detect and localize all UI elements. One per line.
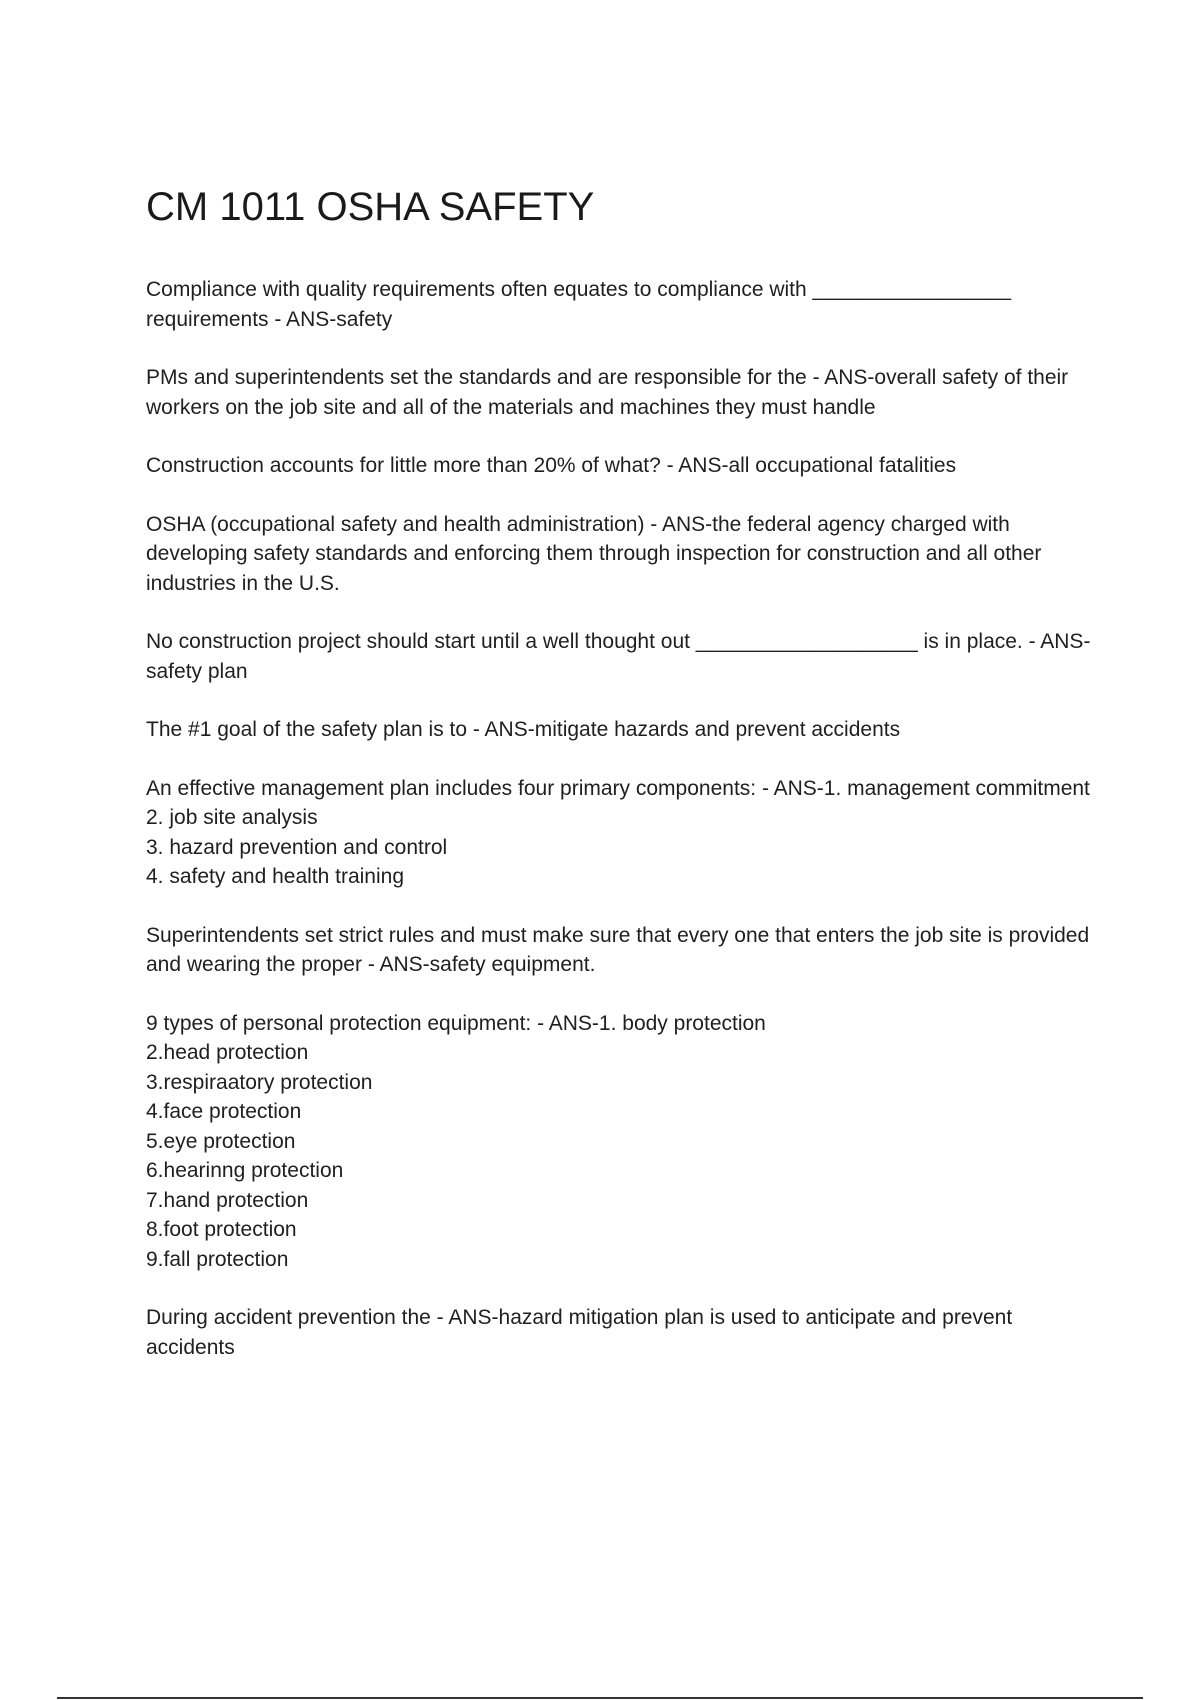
document-page bbox=[146, 183, 1106, 1391]
qa-item-2: PMs and superintendents set the standards and are responsible for the - ANS-overall safety of their workers on the job site and all of the materials and machines they must handle bbox=[146, 366, 1069, 419]
qa-item-6: The #1 goal of the safety plan is to - ANS-mitigate hazards and prevent accidents bbox=[146, 718, 901, 741]
qa-item-7: An effective management plan includes four primary components: - ANS-1. management commitment 2. job site analysis 3. hazard prevention and control 4. safety and health training bbox=[146, 776, 1090, 888]
qa-item-10: During accident prevention the - ANS-hazard mitigation plan is used to anticipate and prevent accidents bbox=[146, 1306, 1013, 1359]
document-title: CM 1011 OSHA SAFETY bbox=[146, 185, 595, 229]
qa-item-3: Construction accounts for little more than 20% of what? - ANS-all occupational fatalities bbox=[146, 454, 957, 477]
qa-item-4: OSHA (occupational safety and health administration) - ANS-the federal agency charged with developing safety standards and enforcing them through inspection for construction and all other industries in the U.S. bbox=[146, 512, 1042, 595]
page-bottom-divider bbox=[57, 1697, 1143, 1699]
qa-item-1: Compliance with quality requirements often equates to compliance with _________________ requirements - ANS-safety bbox=[146, 278, 1012, 331]
qa-item-8: Superintendents set strict rules and must make sure that every one that enters the job site is provided and wearing the proper - ANS-safety equipment. bbox=[146, 923, 1090, 976]
qa-item-5: No construction project should start until a well thought out ___________________ is in place. - ANS-safety plan bbox=[146, 630, 1091, 683]
qa-item-9: 9 types of personal protection equipment: - ANS-1. body protection 2.head protection 3.respiraatory protection 4.face protection 5.eye protection 6.hearinng protection 7.hand protection 8.foot protection 9.fall protection bbox=[146, 1011, 766, 1271]
